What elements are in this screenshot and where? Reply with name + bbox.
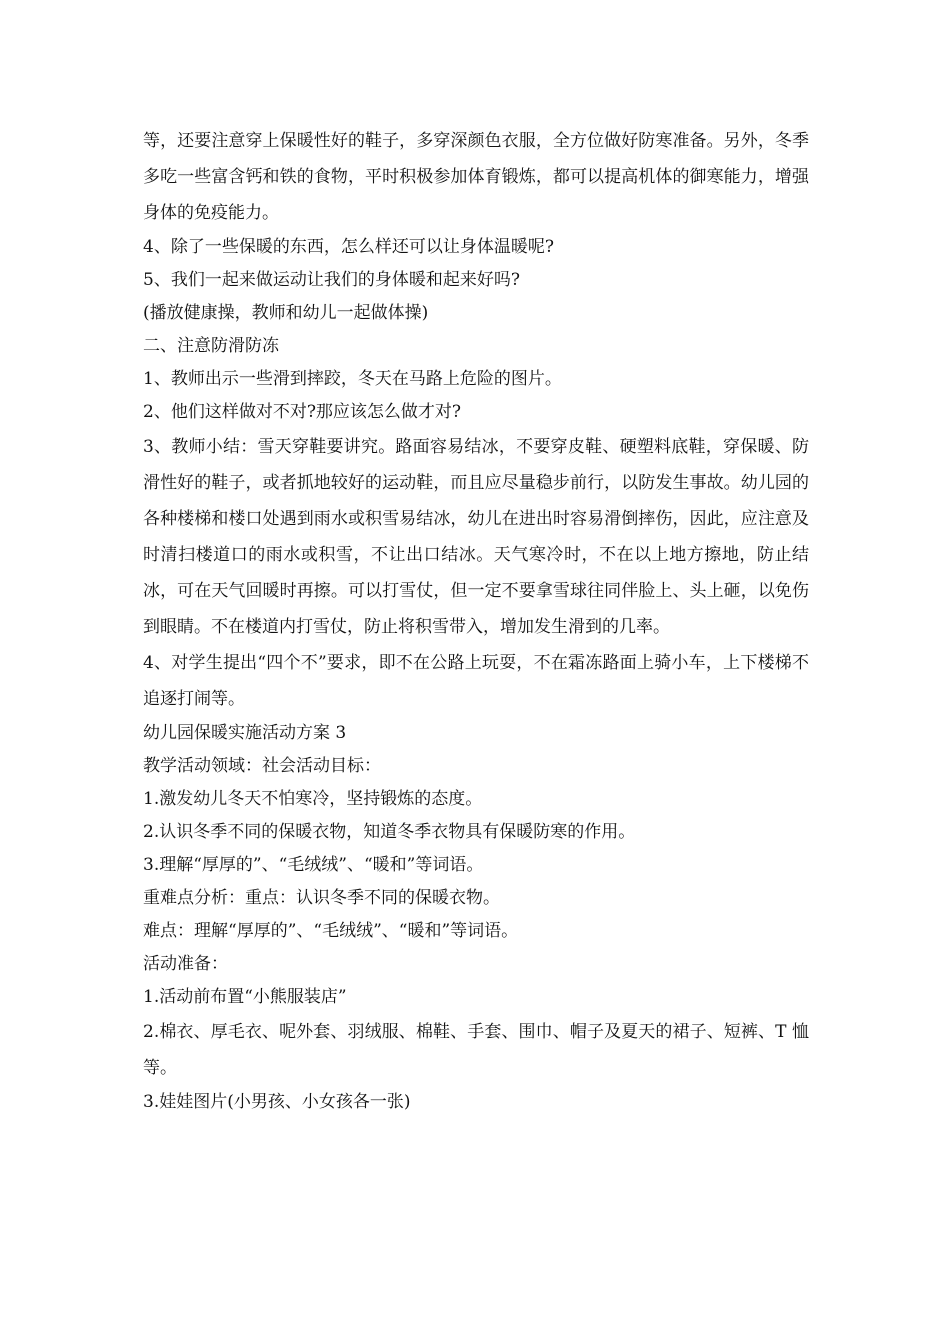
section-heading-anti-slip: 二、注意防滑防冻 <box>143 336 279 356</box>
heading-activity-preparation: 活动准备： <box>143 954 228 974</box>
paragraph-step-4-rules: 4、对学生提出“四个不”要求，即不在公路上玩耍，不在霜冻路面上骑小车，上下楼梯不追逐打闹等。 <box>143 653 809 709</box>
paragraph-question-4: 4、除了一些保暖的东西，怎么样还可以让身体温暖呢? <box>143 237 554 257</box>
paragraph-teaching-domain: 教学活动领域：社会活动目标： <box>143 756 381 776</box>
prep-item-3: 3.娃娃图片(小男孩、小女孩各一张) <box>143 1092 411 1112</box>
plan-title: 幼儿园保暖实施活动方案 3 <box>143 723 347 743</box>
goal-item-3: 3.理解“厚厚的”、“毛绒绒”、“暖和”等词语。 <box>143 855 484 875</box>
goal-item-1: 1.激发幼儿冬天不怕寒冷，坚持锻炼的态度。 <box>143 789 483 809</box>
goal-item-2: 2.认识冬季不同的保暖衣物，知道冬季衣物具有保暖防寒的作用。 <box>143 822 636 842</box>
paragraph-step-2: 2、他们这样做对不对?那应该怎么做才对? <box>143 402 462 422</box>
paragraph-cold-protection: 等，还要注意穿上保暖性好的鞋子，多穿深颜色衣服，全方位做好防寒准备。另外，冬季多吃一些富含钙和铁的食物，平时积极参加体育锻炼，都可以提高机体的御寒能力，增强身体的免疫能力。 <box>143 131 809 223</box>
document-body <box>143 123 809 1119</box>
paragraph-key-points: 重难点分析：重点：认识冬季不同的保暖衣物。 <box>143 888 500 908</box>
paragraph-question-5: 5、我们一起来做运动让我们的身体暖和起来好吗? <box>143 270 520 290</box>
paragraph-step-3-summary: 3、教师小结：雪天穿鞋要讲究。路面容易结冰，不要穿皮鞋、硬塑料底鞋，穿保暖、防滑性好的鞋子，或者抓地较好的运动鞋，而且应尽量稳步前行，以防发生事故。幼儿园的各种楼梯和楼口处遇到雨水或积雪易结冰，幼儿在进出时容易滑倒摔伤，因此，应注意及时清扫楼道口的雨水或积雪，不让出口结冰。天气寒冷时，不在以上地方擦地，防止结冰，可在天气回暖时再擦。可以打雪仗，但一定不要拿雪球往同伴脸上、头上砸，以免伤到眼睛。不在楼道内打雪仗，防止将积雪带入，增加发生滑到的几率。 <box>143 437 809 637</box>
paragraph-exercise-note: (播放健康操，教师和幼儿一起做体操) <box>143 303 429 323</box>
paragraph-step-1: 1、教师出示一些滑到摔跤，冬天在马路上危险的图片。 <box>143 369 562 389</box>
paragraph-difficult-points: 难点：理解“厚厚的”、“毛绒绒”、“暖和”等词语。 <box>143 921 519 941</box>
prep-item-2: 2.棉衣、厚毛衣、呢外套、羽绒服、棉鞋、手套、围巾、帽子及夏天的裙子、短裤、T 恤等。 <box>143 1022 809 1078</box>
prep-item-1: 1.活动前布置“小熊服装店” <box>143 987 347 1007</box>
